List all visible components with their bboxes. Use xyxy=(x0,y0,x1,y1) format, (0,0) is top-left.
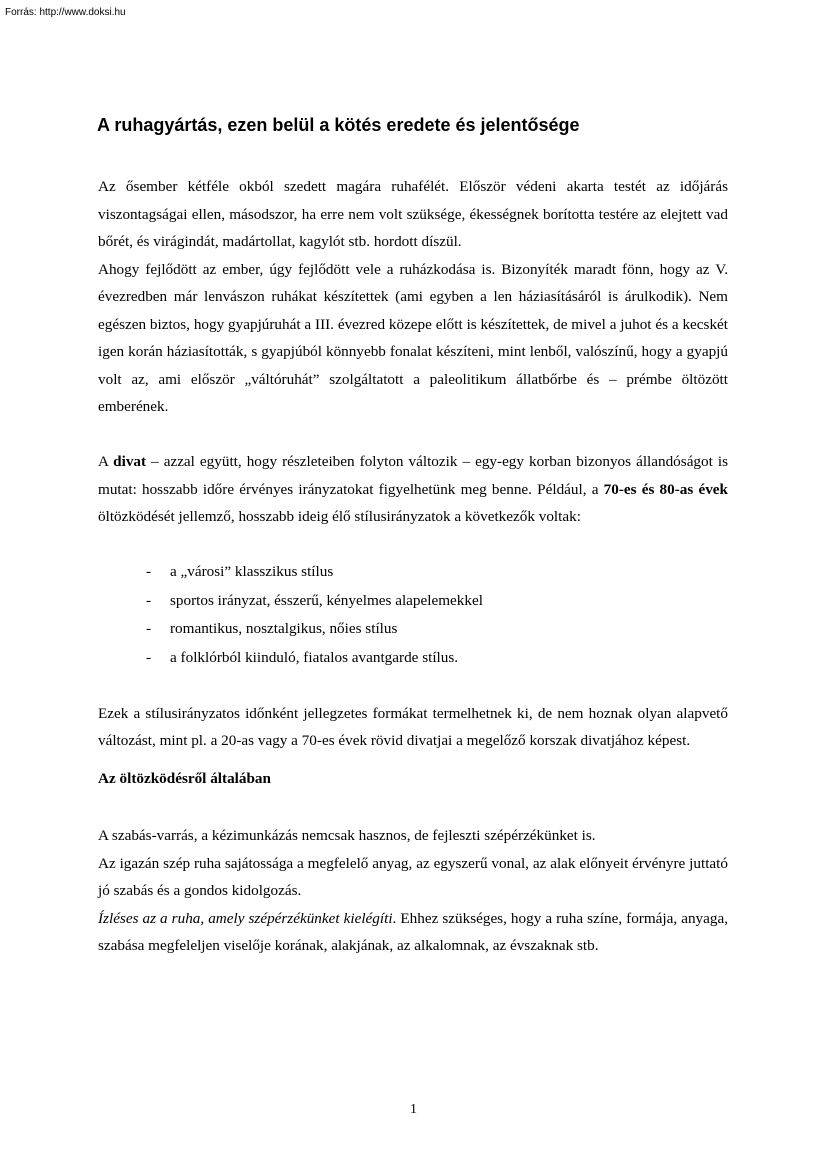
source-label: Forrás: http://www.doksi.hu xyxy=(5,7,126,18)
spacer xyxy=(98,755,728,765)
paragraph-tasteful-dress xyxy=(98,905,728,960)
spacer xyxy=(98,672,728,700)
spacer xyxy=(98,421,728,449)
paragraph-beautiful-dress: Az igazán szép ruha sajátossága a megfelelő anyag, az egyszerű vonal, az alak előnyeit érvényre juttató jó szabás és a gondos kidolgozás. xyxy=(98,854,728,899)
paragraph-fashion xyxy=(98,448,728,531)
page-number: 1 xyxy=(410,1102,417,1117)
text-segment: . Ehhez szükséges, hogy a ruha színe, formája, anyaga, szabása megfeleljen viselője korának, alakjának, az alkalomnak, az évszaknak stb. xyxy=(98,909,729,954)
spacer xyxy=(98,531,728,559)
list-item xyxy=(146,615,728,644)
spacer xyxy=(98,792,728,822)
paragraph-history: Ahogy fejlődött az ember, úgy fejlődött vele a ruházkodása is. Bizonyíték maradt fönn, hogy az V. évezredben már lenvászon ruhákat készítettek (ami egyben a len háziasításáról is árulkodik). Nem egészen biztos, hogy gyapjúruhát a III. évezred közepe előtt is készítettek, de mivel a juhot és a kecskét igen korán háziasították, s gyapjúból könnyebb fonalat készíteni, mint lenből, valószínű, hogy a gyapjú volt az, ami először „váltóruhát” szolgáltatott a paleolitikum állatbőrbe és – prémbe öltözött emberének. xyxy=(98,260,728,415)
bold-term-decades: 70-es és 80-as évek xyxy=(603,480,728,498)
page-title: A ruhagyártás, ezen belül a kötés eredete és jelentősége xyxy=(97,115,580,135)
list-item-text: romantikus, nosztalgikus, nőies stílus xyxy=(170,620,398,637)
paragraph-origins: Az ősember kétféle okból szedett magára ruhafélét. Először védeni akarta testét az időjárás viszontagságai ellen, másodszor, ha erre nem volt szüksége, ékességnek borította testére az elejtett vad bőrét, és virágindát, madártollat, kagylót stb. hordott díszül. xyxy=(98,178,728,250)
document-body xyxy=(98,173,728,960)
list-item xyxy=(146,644,728,673)
text-segment: öltözködését jellemző, hosszabb ideig élő stílusirányzatok a következők voltak: xyxy=(98,508,581,525)
list-item xyxy=(146,587,728,616)
list-item xyxy=(146,558,728,587)
italic-statement: Ízléses az a ruha, amely szépérzékünket kielégíti xyxy=(98,909,393,927)
bold-term-divat: divat xyxy=(113,453,147,470)
list-dash: - xyxy=(146,620,152,637)
list-dash: - xyxy=(146,648,152,666)
list-item-text: sportos irányzat, ésszerű, kényelmes alapelemekkel xyxy=(170,591,483,609)
list-item-text: a folklórból kiinduló, fiatalos avantgarde stílus. xyxy=(170,648,459,666)
list-item-text: a „városi” klasszikus stílus xyxy=(170,563,334,580)
list-dash: - xyxy=(146,591,152,609)
paragraph-sewing: A szabás-varrás, a kézimunkázás nemcsak hasznos, de fejleszti szépérzékünket is. xyxy=(98,827,596,844)
section-heading: Az öltözködésről általában xyxy=(98,769,271,787)
text-segment: – azzal együtt, hogy részleteiben folyton változik – egy-egy korban bizonyos állandóságot is mutat: hosszabb időre érvényes irányzatokat figyelhetünk meg benne. Például, a xyxy=(98,453,728,498)
paragraph-styles-summary: Ezek a stílusirányzatos időnként jellegzetes formákat termelhetnek ki, de nem hoznak olyan alapvető változást, mint pl. a 20-as vagy a 70-es évek rövid divatjai a megelőző korszak divatjához képest. xyxy=(98,704,728,749)
text-segment: A xyxy=(98,453,114,470)
list-dash: - xyxy=(146,563,152,580)
style-list xyxy=(98,558,728,672)
